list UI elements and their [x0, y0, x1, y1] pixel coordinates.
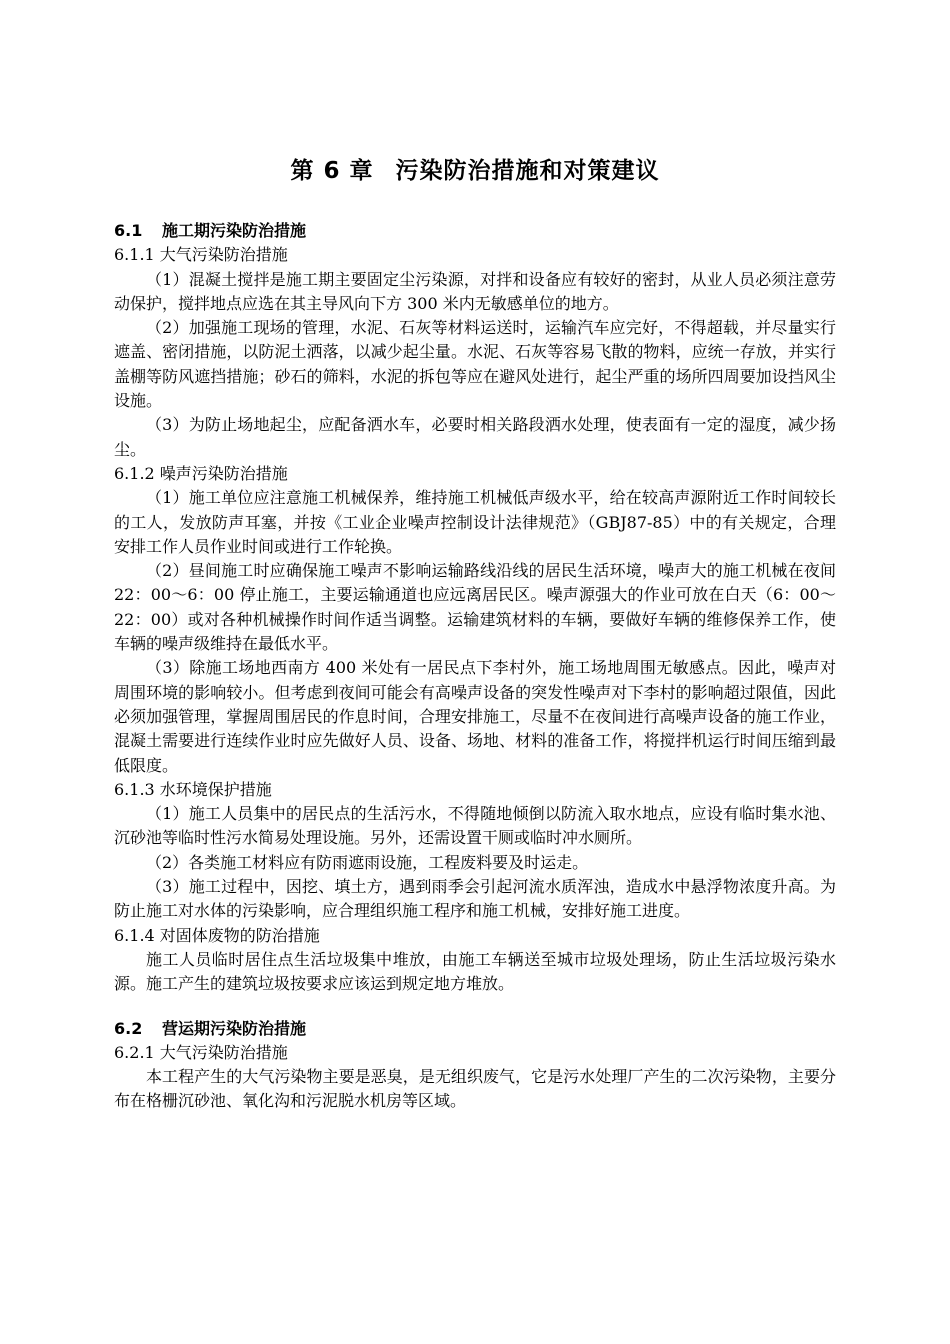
chapter-title-text: 污染防治措施和对策建议 [395, 158, 660, 184]
subsection-heading-6-1-1: 6.1.1 大气污染防治措施 [114, 245, 288, 265]
paragraph: （3）施工过程中，因挖、填土方，遇到雨季会引起河流水质浑浊，造成水中悬浮物浓度升高。为防止施工对水体的污染影响，应合理组织施工程序和施工机械，安排好施工进度。 [114, 877, 836, 921]
section-heading-6-1: 6.1 施工期污染防治措施 [114, 221, 307, 240]
paragraph: 本工程产生的大气污染物主要是恶臭，是无组织废气，它是污水处理厂产生的二次污染物，主要分布在格栅沉砂池、氧化沟和污泥脱水机房等区域。 [114, 1067, 836, 1111]
document-body [114, 219, 836, 1114]
subsection-heading-6-1-2: 6.1.2 噪声污染防治措施 [114, 463, 288, 483]
paragraph: （1）混凝土搅拌是施工期主要固定尘污染源，对拌和设备应有较好的密封，从业人员必须注意劳动保护，搅拌地点应选在其主导风向下方 300 米内无敏感单位的地方。 [114, 269, 836, 313]
subsection-heading-6-2-1: 6.2.1 大气污染防治措施 [114, 1042, 288, 1062]
paragraph: （3）除施工场地西南方 400 米处有一居民点下李村外，施工场地周围无敏感点。因此，噪声对周围环境的影响较小。但考虑到夜间可能会有高噪声设备的突发性噪声对下李村的影响超过限值，因此必须加强管理，掌握周围居民的作息时间，合理安排施工，尽量不在夜间进行高噪声设备的施工作业，混凝土需要进行连续作业时应先做好人员、设备、场地、材料的准备工作，将搅拌机运行时间压缩到最低限度。 [114, 658, 836, 775]
subsection-heading-6-1-3: 6.1.3 水环境保护措施 [114, 779, 272, 799]
paragraph: （3）为防止场地起尘，应配备洒水车，必要时相关路段洒水处理，使表面有一定的湿度，减少扬尘。 [114, 415, 836, 459]
section-heading-6-2: 6.2 营运期污染防治措施 [114, 1018, 307, 1038]
section-spacer [114, 997, 836, 1017]
paragraph: （2）加强施工现场的管理，水泥、石灰等材料运送时，运输汽车应完好，不得超载，并尽量实行遮盖、密闭措施，以防泥土洒落，以减少起尘量。水泥、石灰等容易飞散的物料，应统一存放，并实行盖棚等防风遮挡措施；砂石的筛料，水泥的拆包等应在避风处进行，起尘严重的场所四周要加设挡风尘设施。 [114, 318, 836, 411]
paragraph: （2）昼间施工时应确保施工噪声不影响运输路线沿线的居民生活环境，噪声大的施工机械在夜间 22：00～6：00 停止施工，主要运输通道也应远离居民区。噪声源强大的作业可放在白天（6：00～22：00）或对各种机械操作时间作适当调整。运输建筑材料的车辆，要做好车辆的维修保养工作，使车辆的噪声级维持在最低水平。 [114, 561, 836, 654]
chapter-number: 第 6 章 [290, 158, 374, 184]
paragraph: 施工人员临时居住点生活垃圾集中堆放，由施工车辆送至城市垃圾处理场，防止生活垃圾污染水源。施工产生的建筑垃圾按要求应该运到规定地方堆放。 [114, 949, 836, 994]
subsection-heading-6-1-4: 6.1.4 对固体废物的防治措施 [114, 925, 320, 945]
chapter-title [0, 152, 950, 185]
paragraph: （1）施工单位应注意施工机械保养，维持施工机械低声级水平，给在较高声源附近工作时间较长的工人，发放防声耳塞，并按《工业企业噪声控制设计法律规范》（GBJ87-85）中的有关规定，合理安排工作人员作业时间或进行工作轮换。 [114, 488, 836, 556]
paragraph: （1）施工人员集中的居民点的生活污水，不得随地倾倒以防流入取水地点，应设有临时集水池、沉砂池等临时性污水简易处理设施。另外，还需设置干厕或临时冲水厕所。 [114, 804, 836, 848]
paragraph: （2）各类施工材料应有防雨遮雨设施，工程废料要及时运走。 [146, 852, 589, 872]
